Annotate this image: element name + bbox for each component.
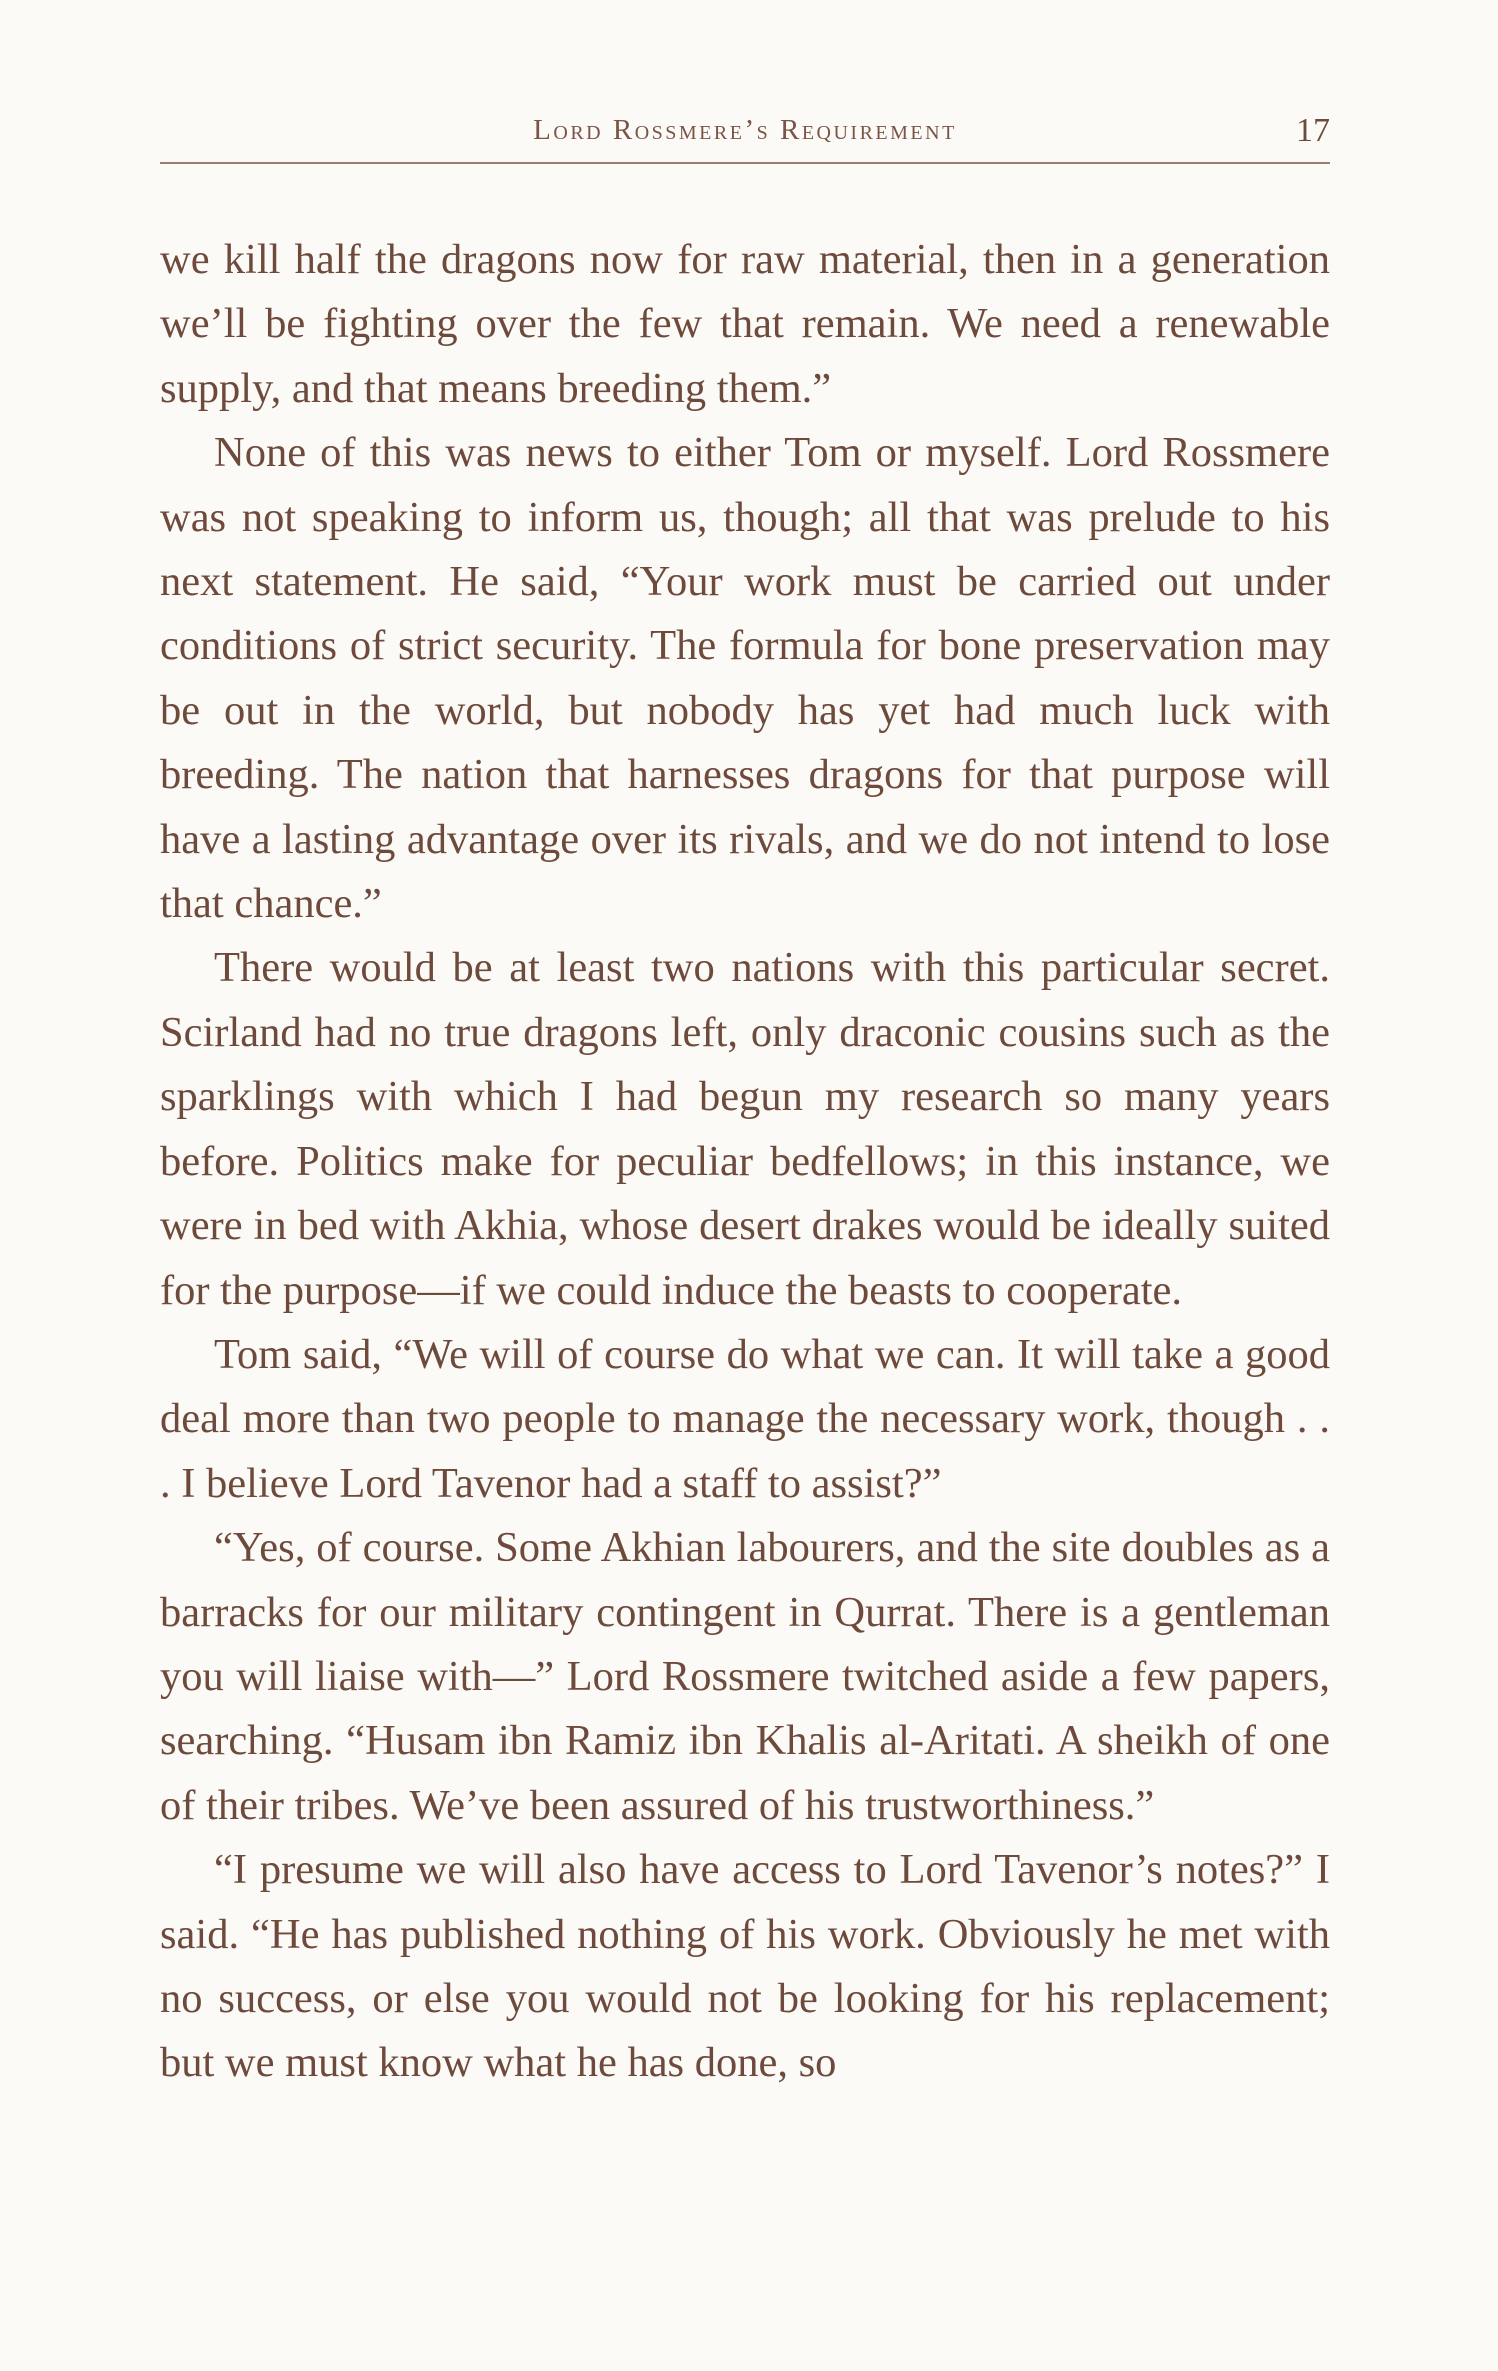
page-number: 17 bbox=[1296, 112, 1330, 149]
paragraph: There would be at least two nations with this particular secret. Scirland had no true dragons left, only draconic cousins such as the sparklings with which I had begun my research so many years before. Politics make for peculiar bedfellows; in this instance, we were in bed with Akhia, whose desert drakes would be ideally suited for the purpose—if we could induce the beasts to cooperate. bbox=[160, 944, 1330, 1314]
running-title: Lord Rossmere’s Requirement bbox=[533, 114, 957, 146]
paragraph: “I presume we will also have access to Lord Tavenor’s notes?” I said. “He has published nothing of his work. Obviously he met with no success, or else you would not be looking for his replacement; but we must know what he has done, so bbox=[160, 1846, 1330, 2087]
paragraph: None of this was news to either Tom or myself. Lord Rossmere was not speaking to inform us, though; all that was prelude to his next statement. He said, “Your work must be carried out under conditions of strict security. The formula for bone preservation may be out in the world, but nobody has yet had much luck with breeding. The nation that harnesses dragons for that purpose will have a lasting advantage over its rivals, and we do not intend to lose that chance.” bbox=[160, 429, 1330, 928]
paragraph: we kill half the dragons now for raw material, then in a generation we’ll be fighting over the few that remain. We need a renewable supply, and that means breeding them.” bbox=[160, 236, 1330, 412]
body-text bbox=[160, 228, 1330, 2096]
running-head bbox=[160, 108, 1330, 158]
header-rule bbox=[160, 162, 1330, 164]
paragraph: Tom said, “We will of course do what we can. It will take a good deal more than two people to manage the necessary work, though . . . I believe Lord Tavenor had a staff to assist?” bbox=[160, 1330, 1330, 1507]
paragraph: “Yes, of course. Some Akhian labourers, and the site doubles as a barracks for our military contingent in Qurrat. There is a gentleman you will liaise with—” Lord Rossmere twitched aside a few papers, searching. “Husam ibn Ramiz ibn Khalis al-Aritati. A sheikh of one of their tribes. We’ve been assured of his trustworthiness.” bbox=[160, 1524, 1330, 1829]
